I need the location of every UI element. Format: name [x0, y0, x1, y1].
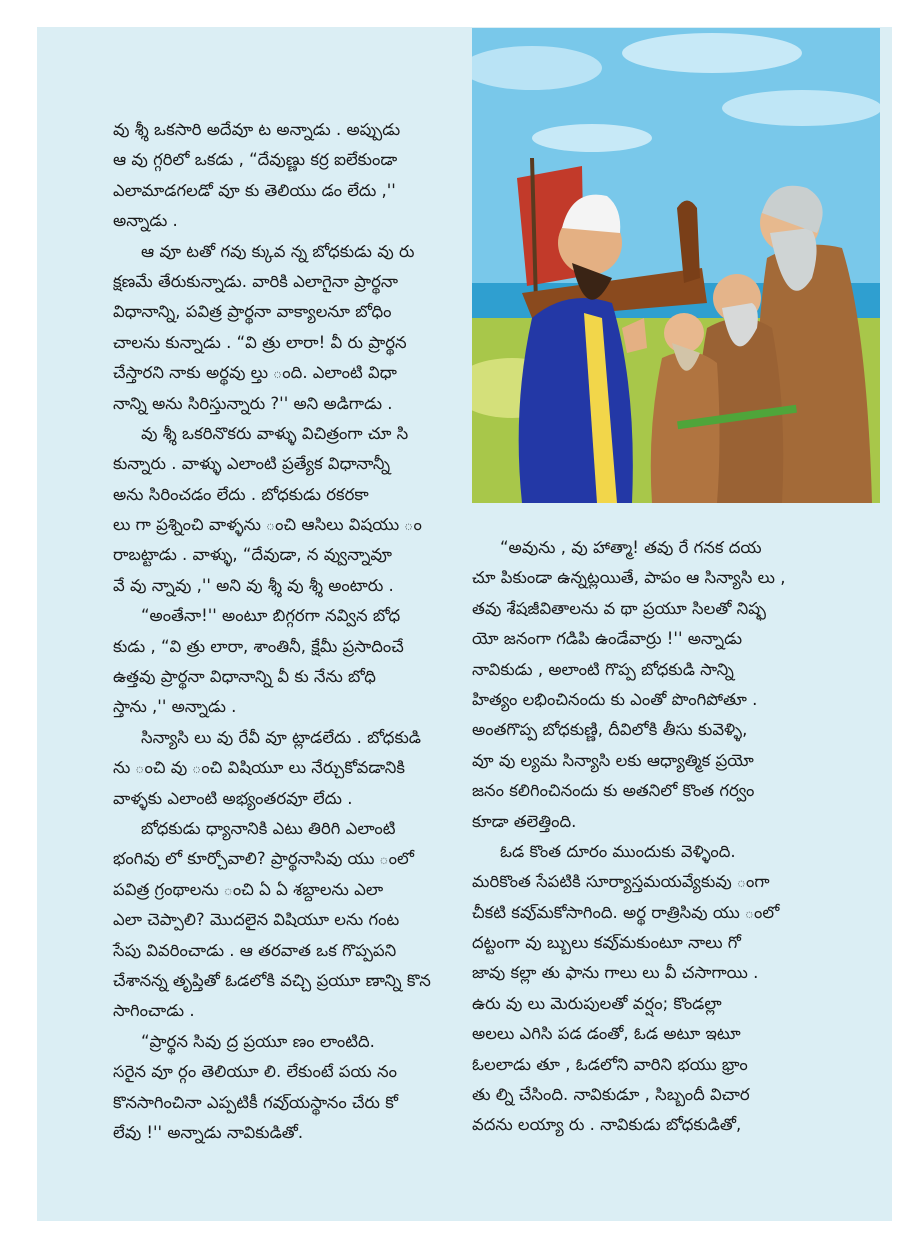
text-line: కుడు , “వి త్రు లారా, శాంతినీ, క్షేమీ ప్రసాదించే: [113, 636, 404, 656]
text-line: నాన్ని అను సిరిస్తున్నారు ?'' అని అడిగాడు .: [113, 393, 393, 413]
text-line: ఆ వు గ్గరిలో ఒకడు , “దేవుణ్ణు కర్ర ఐలేకుండా: [113, 150, 398, 170]
text-line: హిత్యం లభించినందు కు ఎంతో పొంగిపోతూ .: [472, 689, 758, 709]
cloud: [532, 124, 652, 152]
text-line: ఆ వూ టతో గవు క్కువ న్న బోధకుడు వు రు: [141, 241, 415, 261]
head-left: [664, 313, 704, 353]
illustration-image: [472, 28, 880, 503]
text-line: బోధకుడు ధ్యానానికి ఎటు తిరిగి ఎలాంటి: [141, 818, 396, 838]
cloud: [722, 90, 880, 126]
text-line: సాగించాడు .: [113, 1001, 195, 1021]
text-line: మరికొంత సేపటికి సూర్యాస్తమయవ్యేకువు ంగా: [472, 872, 770, 892]
text-line: క్షణమే తేరుకున్నాడు. వారికి ఎలాగైనా ప్రార్థనా: [113, 271, 399, 291]
text-line: ఉరు వు లు మెరుపులతో వర్షం; కొండల్లా: [472, 993, 722, 1013]
text-line: “అవును , వు హాత్మా! తవు రే గనక దయ: [500, 538, 762, 557]
text-line: లేవు !'' అన్నాడు నావికుడితో.: [113, 1122, 304, 1142]
text-line: వూ వు ల్యమ సిన్యాసి లకు ఆధ్యాత్మిక ప్రయో: [472, 750, 754, 770]
text-line: తు ల్ని చేసింది. నావికుడూ , సిబ్బందీ విచార: [472, 1085, 750, 1105]
text-line: లు గా ప్రశ్నించి వాళ్ళను ంచి ఆసిలు విషయు ం: [113, 515, 422, 535]
text-line: జావు కల్లా తు ఫాను గాలు లు వీ చసాగాయి .: [472, 963, 759, 983]
text-line: వాళ్ళకు ఎలాంటి అభ్యంతరవూ లేదు .: [113, 788, 353, 808]
text-line: కున్నారు . వాళ్ళు ఎలాంటి ప్రత్యేక విధానాన్నీ: [113, 454, 391, 474]
text-line: అలలు ఎగిసి పడ డంతో, ఓడ అటూ ఇటూ: [472, 1024, 741, 1044]
text-line: వు శ్శీ ఒకసారి అదేవూ ట అన్నాడు . అప్పుడు: [113, 120, 401, 139]
cloud: [622, 33, 802, 73]
text-line: జనం కలిగించినందు కు అతనిలో కొంత గర్వం: [472, 781, 755, 801]
text-line: చేశానన్న తృప్తితో ఓడలోకి వచ్చి ప్రయూ ణాన్ని కొన: [113, 970, 431, 990]
text-line: సేపు వివరించాడు . ఆ తరవాత ఒక గొప్పపని: [113, 940, 397, 960]
text-line: తవు శేషజీవితాలను వ థా ప్రయూ సిలతో నిష్ఫ: [472, 598, 767, 618]
text-line: ఓలలాడు తూ , ఓడలోని వారిని భయు భ్రాం: [472, 1054, 748, 1074]
text-line: యో జనంగా గడిపి ఉండేవార్రు !'' అన్నాడు: [472, 629, 743, 649]
text-line: భంగివు లో కూర్చోవాలి? ప్రార్థనాసివు యు ంలో: [113, 849, 415, 869]
text-line: వే వు న్నావు ,'' అని వు శ్శీ వు శ్శీ అంటారు .: [113, 575, 394, 595]
text-line: అన్నాడు .: [113, 211, 178, 231]
text-line: దట్టంగా వు బ్బులు కవు్మకుంటూ నాలు గో: [472, 933, 741, 953]
text-line: ఉత్తవు ప్రార్థనా విధానాన్ని వీ కు నేను బోధి: [113, 667, 376, 687]
text-line: రాబట్టాడు . వాళ్ళు, “దేవుడా, న వ్వున్నావూ: [113, 545, 393, 565]
text-line: చేస్తారని నాకు అర్థవు ల్తు ంది. ఎలాంటి విధా: [113, 363, 397, 383]
robe-blue: [519, 298, 633, 503]
text-line: కొనసాగించినా ఎప్పటికీ గవు్యస్థానం చేరు కో: [113, 1092, 398, 1112]
text-line: “ప్రార్థన సివు ద్ర ప్రయూ ణం లాంటిది.: [141, 1031, 375, 1051]
text-line: చూ పికుండా ఉన్నట్లయితే, పాపం ఆ సిన్యాసి లు ,: [472, 568, 786, 588]
text-line: “అంతేనా!'' అంటూ బిగ్గరగా నవ్విన బోధ: [141, 606, 401, 626]
text-line: సరైన వూ ర్గం తెలియూ లి. లేకుంటే పయ నం: [113, 1062, 397, 1082]
text-line: పవిత్ర గ్రంథాలను ంచి ఏ ఏ శబ్దాలను ఎలా: [113, 879, 384, 899]
text-line: చీకటి కవు్మకోసాగింది. అర్థ రాత్రిసివు యు ంలో: [472, 902, 780, 922]
text-line: వు శ్శీ ఒకరినొకరు వాళ్ళు విచిత్రంగా చూ సి: [141, 423, 409, 443]
text-line: ఓడ కొంత దూరం ముందుకు వెళ్ళింది.: [500, 841, 736, 861]
text-line: కూడా తలెత్తింది.: [472, 811, 577, 831]
text-column-right: [472, 533, 817, 1141]
text-line: ఎలామాడగలడో వూ కు తెలియు డం లేదు ,'': [113, 180, 396, 200]
text-line: విధానాన్ని, పవిత్ర ప్రార్థనా వాక్యాలనూ బోధిం: [113, 302, 392, 322]
text-line: చాలను కున్నాడు . “వి త్రు లారా! వీ రు ప్రార్థన: [113, 332, 407, 352]
text-line: ను ంచి వు ంచి విషియూ లు నేర్చుకోవడానికి: [113, 758, 405, 778]
text-line: ఎలా చెప్పాలి? మొదలైన విషియూ లను గంట: [113, 910, 400, 930]
text-line: వదను లయ్యా రు . నావికుడు బోధకుడితో,: [472, 1115, 742, 1135]
text-line: అంతగొప్ప బోధకుణ్ణి, దీవిలోకి తీసు కువెళ్ళి,: [472, 720, 748, 740]
text-line: నావికుడు , అలాంటి గొప్ప బోధకుడి సాన్ని: [472, 659, 734, 679]
text-column-left: [113, 115, 458, 1148]
text-line: అను సిరించడం లేదు . బోధకుడు రకరకా: [113, 484, 369, 504]
text-line: స్తాను ,'' అన్నాడు .: [113, 697, 237, 717]
text-line: సిన్యాసి లు వు రేవీ వూ ట్లాడలేదు . బోధకుడి: [141, 727, 421, 747]
